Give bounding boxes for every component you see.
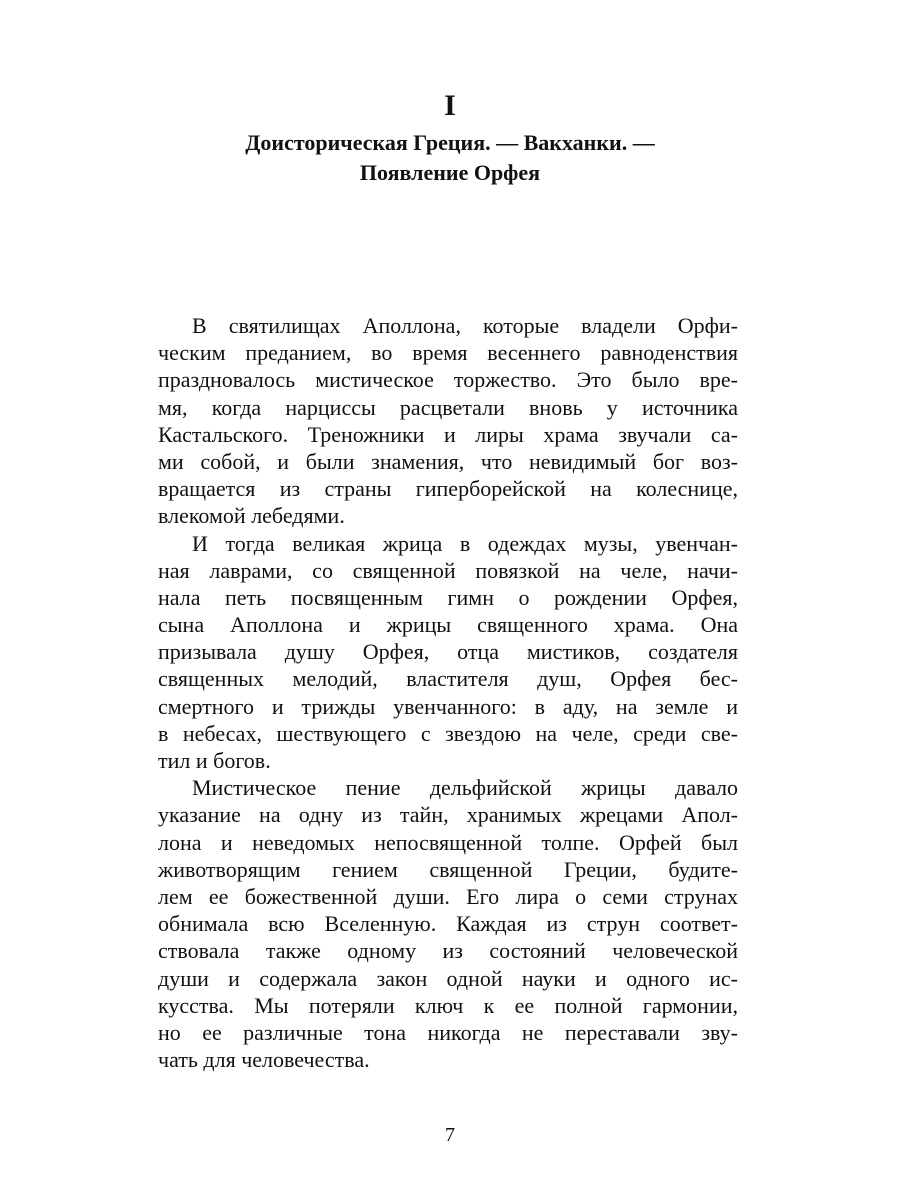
page-number: 7 <box>445 1124 455 1146</box>
text-line: чать для человечества. <box>158 1047 370 1073</box>
text-line: сына Аполлона и жрицы священного храма. Она <box>158 612 738 638</box>
text-line: животворящим гением священной Греции, будите- <box>158 856 738 882</box>
text-line: влекомой лебедями. <box>158 503 345 529</box>
text-line: но ее различные тона никогда не переставали зву- <box>158 1019 738 1045</box>
text-line: смертного и трижды увенчанного: в аду, на земле и <box>158 693 738 719</box>
text-line: Мистическое пение дельфийской жрицы давало <box>192 775 738 801</box>
text-line: ная лаврами, со священной повязкой на челе, начи- <box>158 557 738 583</box>
text-line: священных мелодий, властителя душ, Орфея бес- <box>158 666 738 692</box>
text-line: Кастальского. Треножники и лиры храма звучали са- <box>158 421 738 447</box>
chapter-title-line: Доисторическая Греция. — Вакханки. — <box>245 130 655 155</box>
text-line: лона и неведомых непосвященной толпе. Орфей был <box>158 829 738 855</box>
text-line: лем ее божественной души. Его лира о семи струнах <box>158 883 738 909</box>
paragraph-3 <box>158 774 738 1073</box>
text-line: праздновалось мистическое торжество. Это было вре- <box>158 367 738 393</box>
text-line: души и содержала закон одной науки и одного ис- <box>158 965 738 991</box>
text-line: нала петь посвященным гимн о рождении Орфея, <box>158 584 738 610</box>
text-line: мя, когда нарциссы расцветали вновь у источника <box>158 394 738 420</box>
text-line: кусства. Мы потеряли ключ к ее полной гармонии, <box>158 992 738 1018</box>
chapter-title <box>150 128 750 188</box>
text-line: В святилищах Аполлона, которые владели Орфи- <box>192 313 738 338</box>
text-line: обнимала всю Вселенную. Каждая из струн соответ- <box>158 911 738 937</box>
chapter-body <box>158 312 738 1073</box>
text-line: призывала душу Орфея, отца мистиков, создателя <box>158 639 738 665</box>
text-line: ствовала также одному из состояний человеческой <box>158 938 738 964</box>
paragraph-1 <box>158 312 738 530</box>
chapter-title-line: Появление Орфея <box>359 160 541 185</box>
text-line: указание на одну из тайн, хранимых жрецами Апол- <box>158 802 738 828</box>
text-line: ми собой, и были знамения, что невидимый бог воз- <box>158 448 738 474</box>
text-line: тил и богов. <box>158 748 271 773</box>
text-line: в небесах, шествующего с звездою на челе, среди све- <box>158 720 738 746</box>
text-line: вращается из страны гиперборейской на колеснице, <box>158 476 738 502</box>
text-line: ческим преданием, во время весеннего равноденствия <box>158 340 738 366</box>
chapter-number: I <box>444 89 456 122</box>
paragraph-2 <box>158 530 738 775</box>
text-line: И тогда великая жрица в одеждах музы, увенчан- <box>192 530 738 556</box>
